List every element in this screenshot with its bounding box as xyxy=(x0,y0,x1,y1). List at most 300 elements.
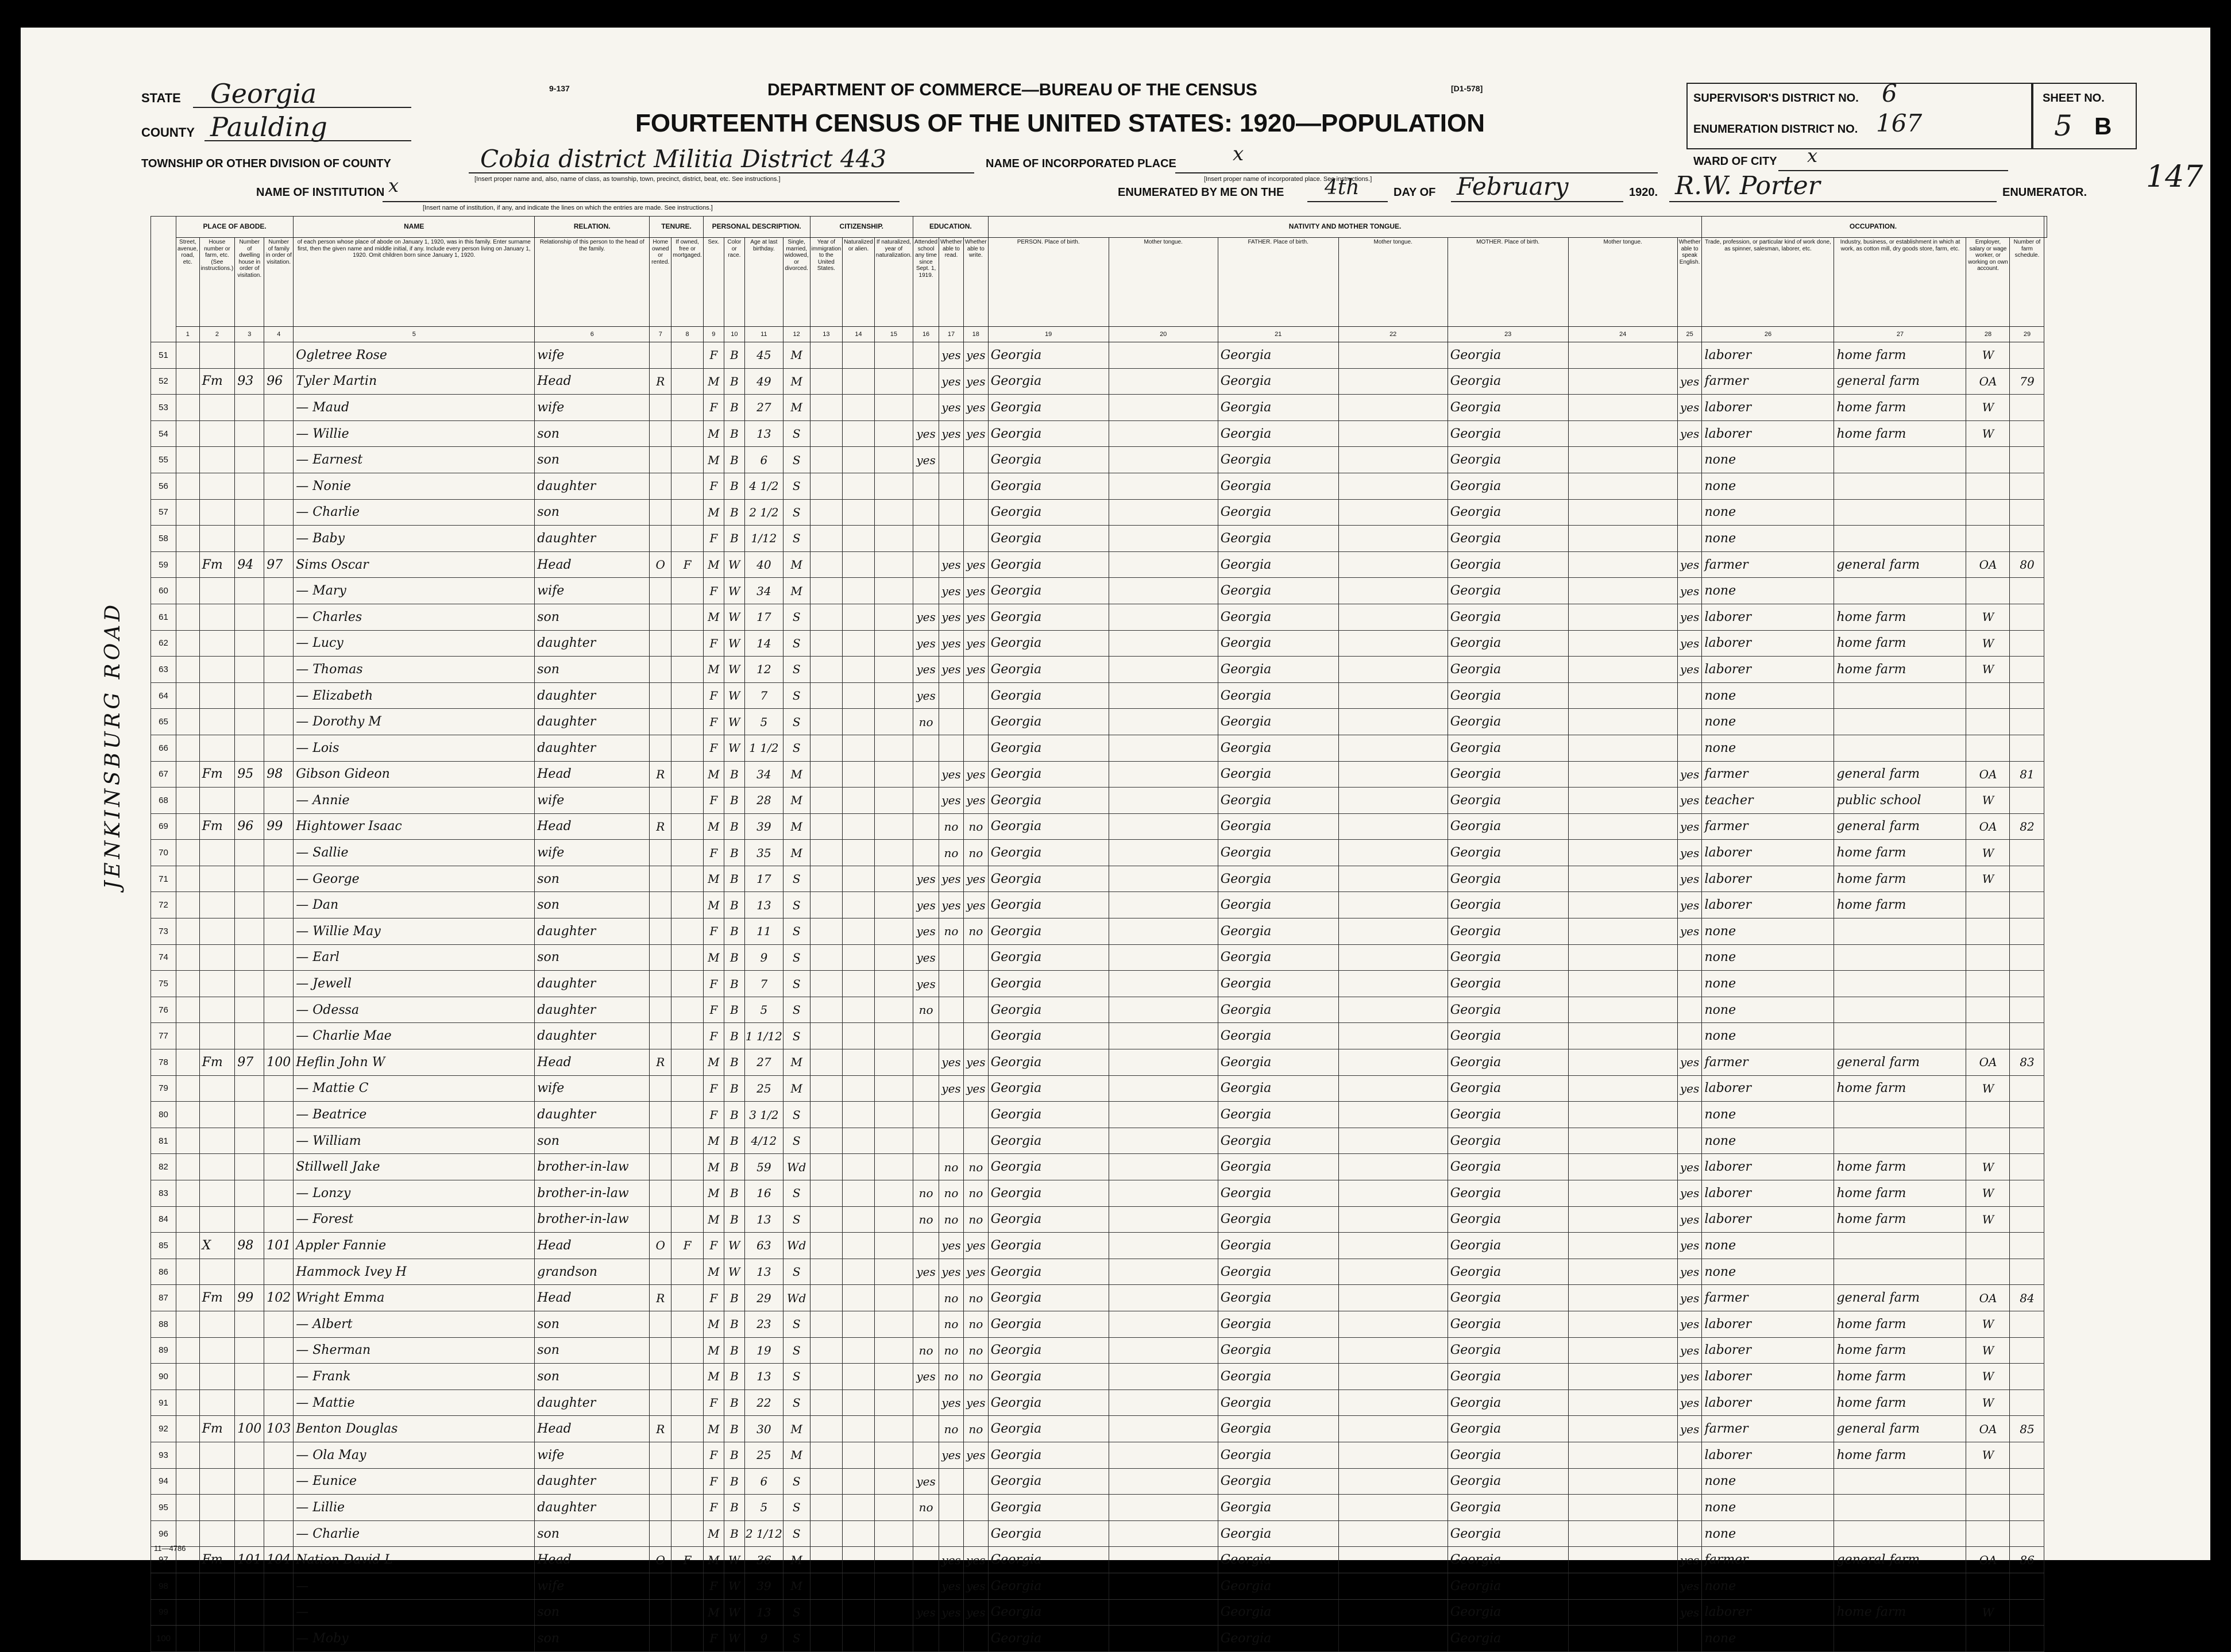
table-row xyxy=(151,1259,2047,1285)
cell-school xyxy=(913,551,939,578)
cell-dwelling xyxy=(235,1389,264,1416)
cell-age: 39 xyxy=(744,813,783,840)
cell-color: W xyxy=(724,1573,744,1599)
cell-family xyxy=(264,1206,294,1233)
cell-trade: farmer xyxy=(1702,1285,1834,1311)
cell-school xyxy=(913,1389,939,1416)
cell-mort xyxy=(671,499,704,526)
cell-imm xyxy=(810,761,843,788)
cell-dwelling xyxy=(235,1573,264,1599)
cell-birth: Georgia xyxy=(988,761,1109,788)
table-row xyxy=(151,1311,2047,1337)
cell-industry xyxy=(1834,1495,1966,1521)
line-number: 95 xyxy=(151,1495,176,1521)
cell-mort xyxy=(671,735,704,761)
cell-write: yes xyxy=(963,892,988,918)
cell-farm xyxy=(2010,918,2044,945)
cell-relation: brother-in-law xyxy=(535,1206,650,1233)
cell-class: W xyxy=(1966,866,2010,892)
cell-marital: S xyxy=(783,682,810,709)
cell-house xyxy=(199,840,235,866)
cell-sex: M xyxy=(703,1599,724,1626)
cell-home xyxy=(650,892,671,918)
cell-road xyxy=(176,709,200,735)
column-header: If owned, free or mortgaged. xyxy=(671,238,704,327)
cell-class xyxy=(1966,473,2010,499)
cell-birth: Georgia xyxy=(988,447,1109,473)
cell-road xyxy=(176,657,200,683)
cell-name: Heflin John W xyxy=(294,1049,535,1076)
cell-mtongue xyxy=(1568,1626,1677,1652)
table-row xyxy=(151,630,2047,657)
cell-imm xyxy=(810,1233,843,1259)
cell-ftongue xyxy=(1338,1075,1448,1102)
cell-tongue xyxy=(1109,1520,1218,1547)
cell-farm xyxy=(2010,682,2044,709)
cell-family xyxy=(264,604,294,630)
cell-tongue xyxy=(1109,813,1218,840)
cell-farm xyxy=(2010,1520,2044,1547)
cell-write xyxy=(963,1468,988,1495)
column-number: 16 xyxy=(913,327,939,342)
cell-dwelling xyxy=(235,447,264,473)
line-number: 89 xyxy=(151,1337,176,1364)
cell-color: B xyxy=(724,1416,744,1442)
cell-write: no xyxy=(963,1337,988,1364)
cell-school xyxy=(913,1023,939,1049)
table-row xyxy=(151,578,2047,604)
cell-farm xyxy=(2010,447,2044,473)
cell-house xyxy=(199,578,235,604)
cell-school xyxy=(913,1049,939,1076)
form-code: [D1-578] xyxy=(1451,84,1483,93)
cell-school xyxy=(913,1442,939,1468)
cell-house xyxy=(199,1626,235,1652)
cell-name: — Sherman xyxy=(294,1337,535,1364)
cell-marital: S xyxy=(783,499,810,526)
cell-fbirth: Georgia xyxy=(1218,892,1338,918)
cell-nat xyxy=(843,1389,875,1416)
cell-dwelling xyxy=(235,866,264,892)
cell-marital: S xyxy=(783,1626,810,1652)
cell-birth: Georgia xyxy=(988,866,1109,892)
cell-english: yes xyxy=(1677,630,1702,657)
cell-mort xyxy=(671,342,704,369)
table-row xyxy=(151,657,2047,683)
cell-road xyxy=(176,1075,200,1102)
cell-nat xyxy=(843,368,875,395)
table-row xyxy=(151,866,2047,892)
cell-write: no xyxy=(963,1154,988,1180)
cell-english: yes xyxy=(1677,1337,1702,1364)
cell-english: yes xyxy=(1677,1285,1702,1311)
cell-mtongue xyxy=(1568,1154,1677,1180)
cell-read xyxy=(939,473,964,499)
table-row xyxy=(151,604,2047,630)
column-number: 12 xyxy=(783,327,810,342)
cell-trade: laborer xyxy=(1702,1154,1834,1180)
cell-mbirth: Georgia xyxy=(1448,526,1568,552)
cell-imm xyxy=(810,813,843,840)
cell-color: B xyxy=(724,1154,744,1180)
cell-home xyxy=(650,578,671,604)
cell-mbirth: Georgia xyxy=(1448,1468,1568,1495)
cell-road xyxy=(176,1311,200,1337)
cell-fbirth: Georgia xyxy=(1218,1023,1338,1049)
cell-fbirth: Georgia xyxy=(1218,395,1338,421)
cell-marital: S xyxy=(783,1599,810,1626)
cell-sex: M xyxy=(703,1259,724,1285)
cell-class: W xyxy=(1966,1206,2010,1233)
cell-fbirth: Georgia xyxy=(1218,1075,1338,1102)
cell-ftongue xyxy=(1338,866,1448,892)
cell-trade: farmer xyxy=(1702,1416,1834,1442)
cell-mbirth: Georgia xyxy=(1448,1389,1568,1416)
cell-industry: home farm xyxy=(1834,395,1966,421)
cell-mbirth: Georgia xyxy=(1448,1337,1568,1364)
column-header: Sex. xyxy=(703,238,724,327)
cell-house xyxy=(199,735,235,761)
cell-house xyxy=(199,1495,235,1521)
cell-road xyxy=(176,1389,200,1416)
cell-mbirth: Georgia xyxy=(1448,1495,1568,1521)
cell-nat xyxy=(843,682,875,709)
cell-name: — Forest xyxy=(294,1206,535,1233)
cell-class xyxy=(1966,971,2010,997)
cell-marital: S xyxy=(783,735,810,761)
cell-tongue xyxy=(1109,1311,1218,1337)
cell-mtongue xyxy=(1568,1311,1677,1337)
cell-family: 104 xyxy=(264,1547,294,1573)
line-number: 94 xyxy=(151,1468,176,1495)
cell-mort xyxy=(671,1180,704,1207)
cell-trade: none xyxy=(1702,1520,1834,1547)
cell-mtongue xyxy=(1568,630,1677,657)
cell-dwelling: 96 xyxy=(235,813,264,840)
cell-mbirth: Georgia xyxy=(1448,473,1568,499)
cell-relation: Head xyxy=(535,551,650,578)
cell-school xyxy=(913,1154,939,1180)
cell-read: yes xyxy=(939,892,964,918)
cell-class: OA xyxy=(1966,368,2010,395)
cell-name: — Charles xyxy=(294,604,535,630)
cell-name: — Willie May xyxy=(294,918,535,945)
column-group: NATIVITY AND MOTHER TONGUE. xyxy=(988,217,1702,238)
column-group: CITIZENSHIP. xyxy=(810,217,913,238)
cell-industry: general farm xyxy=(1834,1285,1966,1311)
cell-dwelling xyxy=(235,1626,264,1652)
cell-imm xyxy=(810,971,843,997)
cell-mbirth: Georgia xyxy=(1448,866,1568,892)
cell-family xyxy=(264,866,294,892)
cell-dwelling: 100 xyxy=(235,1416,264,1442)
cell-read: yes xyxy=(939,1233,964,1259)
cell-nat xyxy=(843,1626,875,1652)
cell-natyr xyxy=(874,368,913,395)
cell-age: 1 1/12 xyxy=(744,1023,783,1049)
line-number: 65 xyxy=(151,709,176,735)
cell-mbirth: Georgia xyxy=(1448,1128,1568,1154)
cell-ftongue xyxy=(1338,1442,1448,1468)
cell-house xyxy=(199,1259,235,1285)
cell-road xyxy=(176,840,200,866)
cell-mtongue xyxy=(1568,944,1677,971)
cell-class xyxy=(1966,526,2010,552)
cell-industry: home farm xyxy=(1834,1206,1966,1233)
cell-tongue xyxy=(1109,1416,1218,1442)
cell-school: no xyxy=(913,1206,939,1233)
cell-english xyxy=(1677,526,1702,552)
cell-fbirth: Georgia xyxy=(1218,840,1338,866)
column-header: Naturalized or alien. xyxy=(843,238,875,327)
cell-home xyxy=(650,1599,671,1626)
cell-family xyxy=(264,682,294,709)
cell-dwelling: 97 xyxy=(235,1049,264,1076)
cell-name: — Thomas xyxy=(294,657,535,683)
cell-sex: F xyxy=(703,630,724,657)
cell-home xyxy=(650,1573,671,1599)
cell-industry: home farm xyxy=(1834,1442,1966,1468)
cell-write xyxy=(963,997,988,1023)
cell-house xyxy=(199,1337,235,1364)
cell-mort xyxy=(671,761,704,788)
cell-ftongue xyxy=(1338,1233,1448,1259)
cell-house xyxy=(199,657,235,683)
cell-tongue xyxy=(1109,866,1218,892)
cell-tongue xyxy=(1109,709,1218,735)
cell-sex: F xyxy=(703,1626,724,1652)
cell-sex: M xyxy=(703,1547,724,1573)
cell-sex: M xyxy=(703,1416,724,1442)
cell-ftongue xyxy=(1338,499,1448,526)
cell-school xyxy=(913,1520,939,1547)
cell-dwelling xyxy=(235,788,264,814)
cell-marital: M xyxy=(783,342,810,369)
cell-family xyxy=(264,473,294,499)
cell-dwelling xyxy=(235,971,264,997)
cell-natyr xyxy=(874,657,913,683)
table-row xyxy=(151,1233,2047,1259)
year-label: 1920. xyxy=(1629,186,1658,199)
cell-nat xyxy=(843,1416,875,1442)
cell-birth: Georgia xyxy=(988,1128,1109,1154)
cell-imm xyxy=(810,526,843,552)
cell-read: no xyxy=(939,1416,964,1442)
cell-age: 13 xyxy=(744,1364,783,1390)
cell-english: yes xyxy=(1677,1180,1702,1207)
cell-family xyxy=(264,1520,294,1547)
cell-marital: S xyxy=(783,1389,810,1416)
cell-mbirth: Georgia xyxy=(1448,1102,1568,1128)
cell-house xyxy=(199,1180,235,1207)
cell-school xyxy=(913,761,939,788)
cell-home xyxy=(650,997,671,1023)
cell-mbirth: Georgia xyxy=(1448,1599,1568,1626)
cell-natyr xyxy=(874,395,913,421)
cell-mbirth: Georgia xyxy=(1448,657,1568,683)
cell-natyr xyxy=(874,420,913,447)
column-number: 3 xyxy=(235,327,264,342)
cell-class: W xyxy=(1966,657,2010,683)
cell-write: no xyxy=(963,1311,988,1337)
cell-name: — Beatrice xyxy=(294,1102,535,1128)
cell-color: B xyxy=(724,420,744,447)
cell-write xyxy=(963,526,988,552)
table-row xyxy=(151,971,2047,997)
cell-class: OA xyxy=(1966,1547,2010,1573)
cell-english xyxy=(1677,342,1702,369)
cell-name: Stillwell Jake xyxy=(294,1154,535,1180)
cell-english: yes xyxy=(1677,918,1702,945)
cell-color: B xyxy=(724,1495,744,1521)
institution-instructions: [Insert name of institution, if any, and indicate the lines on which the entries are made. See instructions.] xyxy=(423,204,713,211)
table-row xyxy=(151,368,2047,395)
cell-mbirth: Georgia xyxy=(1448,395,1568,421)
cell-birth: Georgia xyxy=(988,840,1109,866)
line-number: 91 xyxy=(151,1389,176,1416)
cell-age: 29 xyxy=(744,1285,783,1311)
cell-imm xyxy=(810,1128,843,1154)
cell-farm xyxy=(2010,1468,2044,1495)
cell-mtongue xyxy=(1568,1520,1677,1547)
cell-sex: M xyxy=(703,499,724,526)
cell-sex: M xyxy=(703,1311,724,1337)
cell-natyr xyxy=(874,971,913,997)
state-label: STATE xyxy=(141,91,181,105)
cell-age: 12 xyxy=(744,657,783,683)
cell-house xyxy=(199,1311,235,1337)
cell-mort xyxy=(671,1520,704,1547)
column-number: 10 xyxy=(724,327,744,342)
cell-school xyxy=(913,499,939,526)
cell-ftongue xyxy=(1338,682,1448,709)
table-row xyxy=(151,1154,2047,1180)
cell-mbirth: Georgia xyxy=(1448,578,1568,604)
cell-dwelling xyxy=(235,1128,264,1154)
cell-english: yes xyxy=(1677,395,1702,421)
cell-ftongue xyxy=(1338,342,1448,369)
cell-name: — Frank xyxy=(294,1364,535,1390)
cell-english: yes xyxy=(1677,1364,1702,1390)
cell-industry xyxy=(1834,1520,1966,1547)
cell-school: yes xyxy=(913,866,939,892)
cell-color: B xyxy=(724,1180,744,1207)
cell-marital: S xyxy=(783,630,810,657)
cell-fbirth: Georgia xyxy=(1218,788,1338,814)
cell-birth: Georgia xyxy=(988,892,1109,918)
cell-marital: M xyxy=(783,578,810,604)
cell-imm xyxy=(810,866,843,892)
cell-road xyxy=(176,892,200,918)
cell-imm xyxy=(810,1547,843,1573)
cell-color: B xyxy=(724,813,744,840)
cell-fbirth: Georgia xyxy=(1218,944,1338,971)
cell-color: B xyxy=(724,395,744,421)
cell-mtongue xyxy=(1568,1495,1677,1521)
column-number: 26 xyxy=(1702,327,1834,342)
cell-mort xyxy=(671,1311,704,1337)
table-row xyxy=(151,1102,2047,1128)
column-number: 7 xyxy=(650,327,671,342)
cell-trade: none xyxy=(1702,971,1834,997)
cell-house xyxy=(199,997,235,1023)
cell-english: yes xyxy=(1677,813,1702,840)
cell-ftongue xyxy=(1338,1547,1448,1573)
cell-mtongue xyxy=(1568,1573,1677,1599)
cell-relation: wife xyxy=(535,395,650,421)
cell-mtongue xyxy=(1568,657,1677,683)
cell-home xyxy=(650,604,671,630)
cell-class: W xyxy=(1966,1364,2010,1390)
cell-ftongue xyxy=(1338,997,1448,1023)
cell-road xyxy=(176,526,200,552)
cell-mtongue xyxy=(1568,918,1677,945)
cell-industry: home farm xyxy=(1834,657,1966,683)
cell-fbirth: Georgia xyxy=(1218,551,1338,578)
column-number: 9 xyxy=(703,327,724,342)
cell-name: — Earnest xyxy=(294,447,535,473)
line-number: 75 xyxy=(151,971,176,997)
cell-farm: 81 xyxy=(2010,761,2044,788)
cell-read: yes xyxy=(939,1259,964,1285)
incorporated-label: NAME OF INCORPORATED PLACE xyxy=(986,157,1176,170)
cell-dwelling xyxy=(235,657,264,683)
cell-trade: none xyxy=(1702,1102,1834,1128)
cell-road xyxy=(176,499,200,526)
cell-home xyxy=(650,473,671,499)
cell-marital: S xyxy=(783,709,810,735)
cell-school xyxy=(913,526,939,552)
cell-dwelling xyxy=(235,1180,264,1207)
cell-read: yes xyxy=(939,368,964,395)
cell-birth: Georgia xyxy=(988,604,1109,630)
cell-dwelling: 99 xyxy=(235,1285,264,1311)
cell-write: yes xyxy=(963,1233,988,1259)
cell-marital: S xyxy=(783,1468,810,1495)
cell-house: X xyxy=(199,1233,235,1259)
cell-name: Nation David L xyxy=(294,1547,535,1573)
cell-sex: F xyxy=(703,997,724,1023)
cell-trade: none xyxy=(1702,1233,1834,1259)
cell-color: B xyxy=(724,1311,744,1337)
cell-class xyxy=(1966,447,2010,473)
cell-write: yes xyxy=(963,630,988,657)
cell-mbirth: Georgia xyxy=(1448,1075,1568,1102)
cell-name: — xyxy=(294,1573,535,1599)
cell-industry xyxy=(1834,1259,1966,1285)
cell-mort xyxy=(671,1285,704,1311)
cell-home xyxy=(650,1364,671,1390)
cell-mbirth: Georgia xyxy=(1448,1180,1568,1207)
cell-school xyxy=(913,1233,939,1259)
cell-relation: son xyxy=(535,1311,650,1337)
cell-age: 34 xyxy=(744,578,783,604)
cell-farm: 79 xyxy=(2010,368,2044,395)
cell-age: 7 xyxy=(744,682,783,709)
cell-home xyxy=(650,788,671,814)
cell-imm xyxy=(810,892,843,918)
cell-family xyxy=(264,997,294,1023)
cell-write: yes xyxy=(963,1442,988,1468)
cell-trade: laborer xyxy=(1702,420,1834,447)
cell-house xyxy=(199,1573,235,1599)
cell-farm xyxy=(2010,1128,2044,1154)
cell-dwelling xyxy=(235,1259,264,1285)
cell-house xyxy=(199,1468,235,1495)
cell-color: B xyxy=(724,1364,744,1390)
cell-imm xyxy=(810,788,843,814)
cell-school: no xyxy=(913,1337,939,1364)
